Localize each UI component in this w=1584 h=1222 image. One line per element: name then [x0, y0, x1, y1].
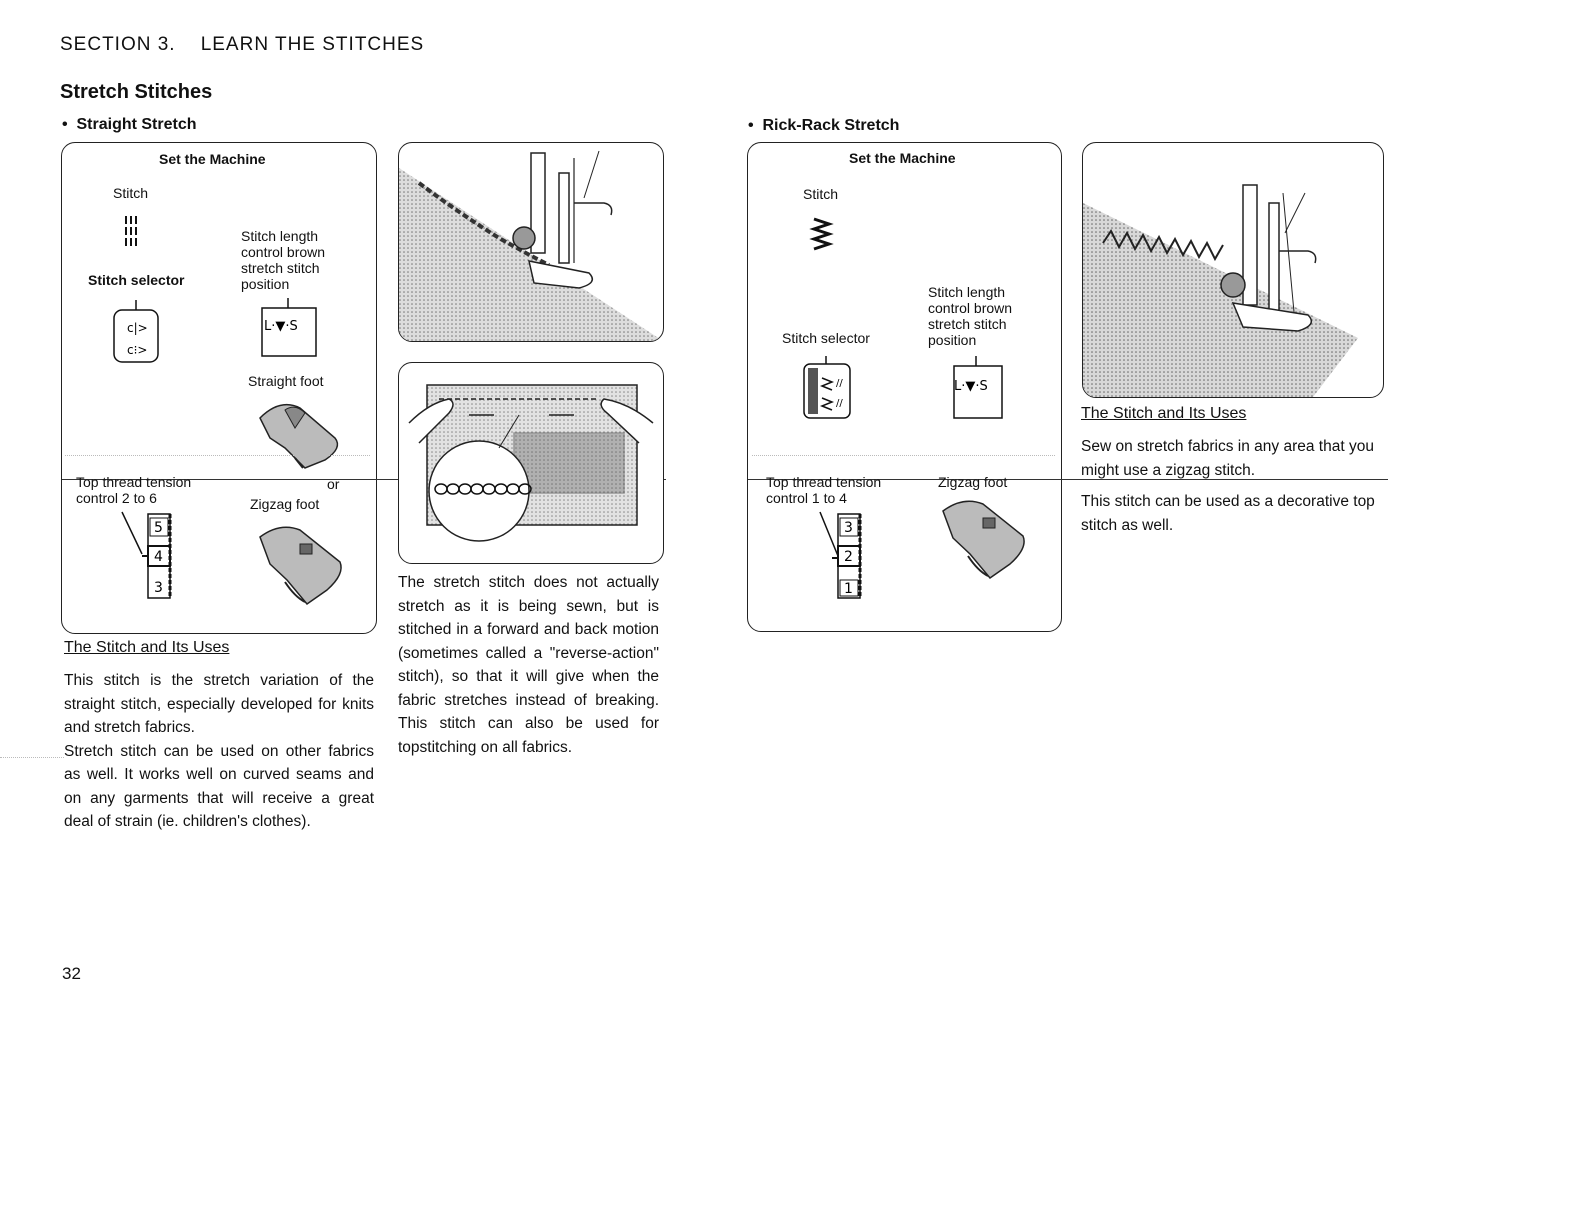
- rick-rack-set-machine-label: Set the Machine: [849, 150, 956, 166]
- straight-stitch-selector-label: Stitch selector: [88, 272, 185, 288]
- straight-zigzag-foot-icon: [255, 522, 347, 612]
- straight-uses-heading: The Stitch and Its Uses: [64, 639, 230, 656]
- straight-length-dial-icon: [258, 296, 322, 362]
- rick-rack-stitch-icon: [813, 216, 831, 254]
- stretch-stitch-description: The stretch stitch does not actually stretch as it is being sewn, but is stitched in a forward and back motion (sometimes called a "reverse-action" stitch), so that it will give when the fabric stretches instead of breaking. This stitch can also be used for topstitching on all fabrics.: [398, 574, 659, 756]
- straight-stretch-stitch-icon: [124, 214, 140, 254]
- rick-rack-heading: • Rick-Rack Stretch: [748, 117, 900, 134]
- straight-or-label: or: [327, 476, 340, 492]
- rick-rack-uses-text: [1081, 435, 1388, 545]
- stretch-fabric-illustration: [398, 362, 664, 564]
- rick-rack-uses-p2: This stitch can be used as a decorative top stitch as well.: [1081, 493, 1375, 534]
- rick-rack-length-dial-text: L·▼·S: [954, 379, 988, 394]
- rick-rack-length-dial-icon: [948, 354, 1012, 422]
- rick-rack-tension-3: 3: [844, 520, 853, 536]
- straight-tension-dial-icon: [118, 510, 188, 602]
- rick-rack-uses-heading: The Stitch and Its Uses: [1081, 405, 1247, 422]
- straight-zigzag-foot-label: Zigzag foot: [250, 496, 320, 512]
- svg-text:c|>: c|>: [127, 321, 148, 335]
- rick-rack-zigzag-foot-label: Zigzag foot: [938, 474, 1008, 490]
- rick-rack-stitch-length-label: Stitch length control brown stretch stitch position: [928, 284, 1013, 348]
- page-number: 32: [62, 964, 81, 983]
- rick-rack-tension-1: 1: [844, 581, 853, 597]
- straight-stitch-label: Stitch: [113, 185, 149, 201]
- straight-tension-3: 3: [154, 580, 163, 596]
- rick-rack-tension-2: 2: [844, 549, 853, 565]
- straight-uses-p2: Stretch stitch can be used on other fabrics as well. It works well on curved seams and on any garments that will receive a great deal of strain (ie. children's clothes).: [64, 742, 374, 830]
- svg-text:c⁝>: c⁝>: [127, 343, 148, 357]
- section-title: SECTION 3. LEARN THE STITCHES: [60, 34, 425, 55]
- svg-text://: //: [836, 378, 843, 389]
- straight-stitch-length-label: Stitch length control brown stretch stitch position: [241, 228, 326, 292]
- straight-top-thread-tension-label: Top thread tension control 2 to 6: [76, 474, 192, 506]
- rick-rack-stitch-label: Stitch: [803, 186, 839, 202]
- rick-rack-stitch-selector-icon: [800, 354, 860, 422]
- straight-tension-4: 4: [154, 549, 163, 565]
- straight-uses-p1: This stitch is the stretch variation of the straight stitch, especially developed for knits and stretch fabrics.: [64, 672, 374, 736]
- straight-set-machine-label: Set the Machine: [159, 151, 266, 167]
- straight-machine-illustration: [398, 142, 664, 342]
- straight-foot-label: Straight foot: [248, 373, 324, 389]
- straight-foot-icon: [255, 398, 345, 470]
- rick-rack-tension-dial-icon: [816, 510, 886, 602]
- rick-rack-uses-p1: Sew on stretch fabrics in any area that you might use a zigzag stitch.: [1081, 438, 1374, 479]
- rick-rack-top-thread-tension-label: Top thread tension control 1 to 4: [766, 474, 882, 506]
- straight-uses-text: [64, 669, 374, 842]
- straight-tension-5: 5: [154, 520, 163, 536]
- straight-length-dial-text: L·▼·S: [264, 319, 298, 334]
- straight-stretch-heading: • Straight Stretch: [62, 116, 197, 133]
- page-title: Stretch Stitches: [60, 81, 213, 103]
- svg-text://: //: [836, 398, 843, 409]
- rick-rack-machine-illustration: [1082, 142, 1384, 398]
- straight-stitch-selector-icon: [110, 298, 162, 364]
- rick-rack-zigzag-foot-icon: [938, 496, 1030, 586]
- rick-rack-stitch-selector-label: Stitch selector: [782, 330, 870, 346]
